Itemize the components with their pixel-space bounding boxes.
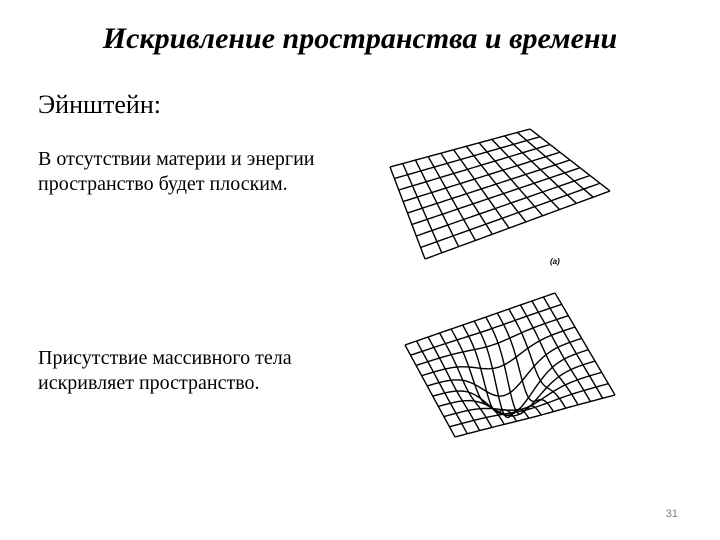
slide-subtitle: Эйнштейн: [38, 90, 161, 119]
grid-line [416, 176, 590, 237]
grid-line [405, 293, 555, 345]
paragraph-flat-space: В отсутствии материи и энергии пространство будет плоским. [38, 148, 315, 195]
flat-grid-lines [390, 129, 610, 259]
grid-line [394, 137, 540, 179]
grid-line [421, 183, 600, 247]
grid-line [416, 316, 568, 366]
paragraph-curved-space: Присутствие массивного тела искривляет пространство. [38, 347, 292, 394]
figure-caption: (a) [550, 257, 560, 266]
grid-line [543, 297, 602, 398]
grid-line [438, 361, 595, 416]
grid-line [412, 168, 580, 225]
grid-line [486, 317, 541, 415]
grid-line [405, 345, 455, 437]
grid-line [390, 129, 530, 167]
grid-line [509, 309, 566, 408]
page-number: 31 [665, 508, 678, 520]
grid-line [449, 384, 608, 427]
flat-grid-illustration [380, 125, 620, 265]
grid-line [399, 145, 550, 191]
curved-grid-illustration [380, 285, 620, 445]
slide-title: Искривление пространства и времени [102, 22, 618, 55]
grid-line [417, 341, 468, 434]
curved-grid-lines [405, 293, 615, 437]
